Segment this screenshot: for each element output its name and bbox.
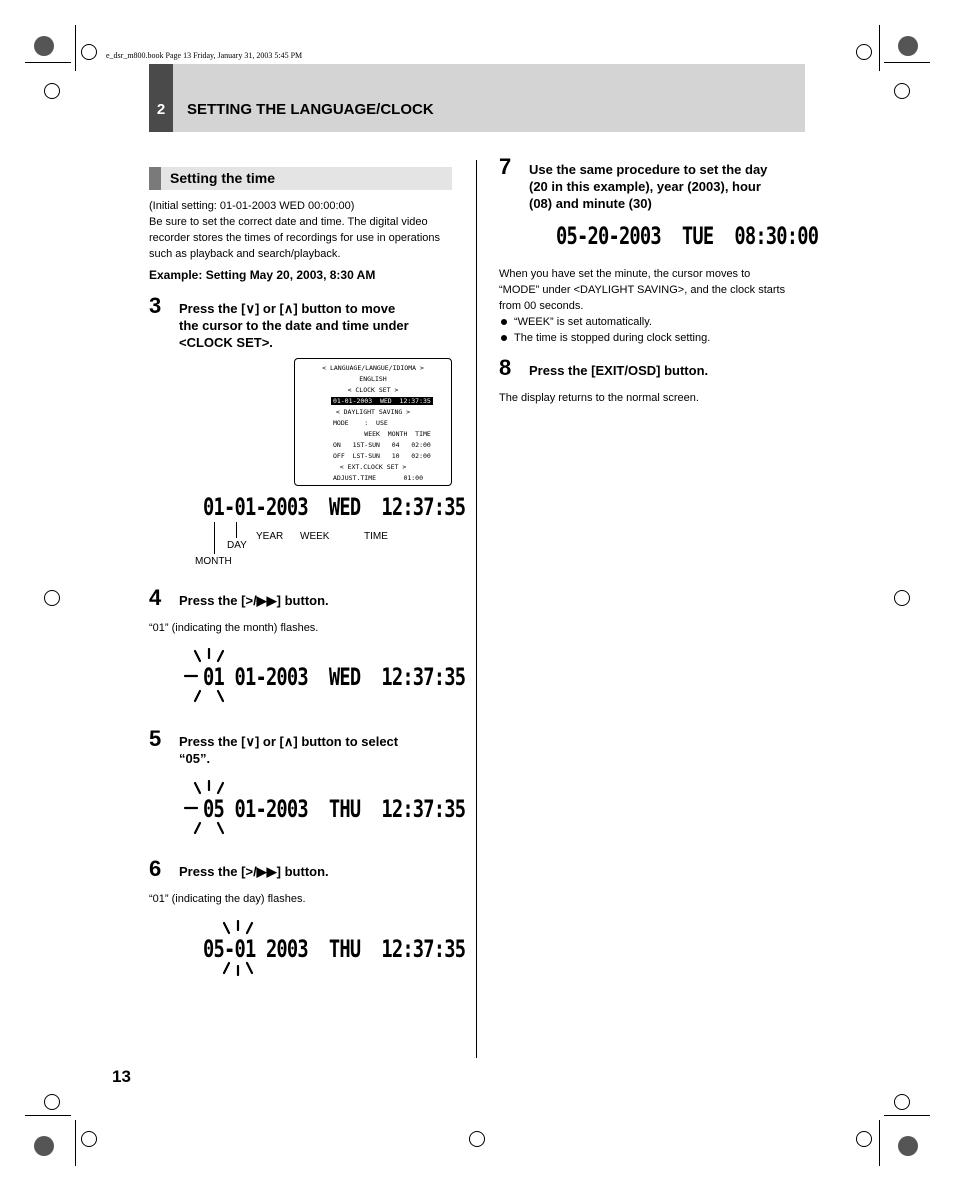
crosshair-icon: [894, 590, 910, 606]
crosshair-icon: [469, 1131, 485, 1147]
page-number: 13: [112, 1067, 131, 1086]
registration-target-icon: [34, 36, 54, 56]
osd-line: ON 1ST-SUN 04 02:00: [333, 441, 431, 449]
step-8-text: Press the [EXIT/OSD] button.: [529, 363, 709, 378]
crosshair-icon: [856, 44, 872, 60]
step-4-text: Press the [>/▶▶] button.: [179, 593, 329, 608]
clock-display: 01-01-2003 WED 12:37:35: [203, 493, 466, 521]
bullet-icon: [501, 335, 507, 341]
header-band: [149, 64, 805, 132]
step-5-number: 5: [149, 726, 162, 751]
clock-display-step-7: 05-20-2003 TUE 08:30:00: [556, 222, 819, 250]
intro-initial: (Initial setting: 01-01-2003 WED 00:00:00): [149, 200, 355, 212]
step-3-number: 3: [149, 293, 162, 318]
column-divider: [476, 160, 477, 1058]
osd-line: ENGLISH: [359, 375, 387, 383]
bullet-stopped: The time is stopped during clock setting.: [514, 332, 711, 344]
crosshair-icon: [44, 590, 60, 606]
section-title: Setting the time: [170, 170, 276, 186]
step-6-number: 6: [149, 856, 162, 881]
step-4-note: “01” (indicating the month) flashes.: [149, 622, 319, 634]
chapter-title: SETTING THE LANGUAGE/CLOCK: [187, 101, 434, 118]
osd-line: ADJUST.TIME 01:00: [333, 474, 424, 482]
osd-line: < EXT.CLOCK SET >: [339, 463, 407, 471]
step-8-note: The display returns to the normal screen.: [499, 392, 699, 404]
osd-highlighted-line: 01-01-2003 WED 12:37:35: [333, 397, 431, 405]
step-7-number: 7: [499, 154, 512, 179]
step-3-line-1: Press the [∨] or [∧] button to move: [179, 301, 396, 316]
osd-line: < DAYLIGHT SAVING >: [335, 408, 411, 416]
clock-display-step-6: 05-01 2003 THU 12:37:35: [203, 935, 466, 963]
bullet-icon: [501, 319, 507, 325]
label-time: TIME: [364, 531, 388, 542]
step-3-line-2: the cursor to the date and time under: [179, 318, 409, 333]
step-5-line-1: Press the [∨] or [∧] button to select: [179, 734, 399, 749]
bullet-week: “WEEK” is set automatically.: [514, 316, 652, 328]
clock-display-step-5: 05 01-2003 THU 12:37:35: [203, 795, 466, 823]
osd-line: < LANGUAGE/LANGUE/IDIOMA >: [322, 364, 424, 372]
label-month: MONTH: [195, 556, 232, 567]
registration-target-icon: [34, 1136, 54, 1156]
example-heading: Example: Setting May 20, 2003, 8:30 AM: [149, 268, 376, 282]
crosshair-icon: [44, 83, 60, 99]
crosshair-icon: [44, 1094, 60, 1110]
intro-line-3: such as playback and search/playback.: [149, 248, 341, 260]
step-7-line-1: Use the same procedure to set the day: [529, 162, 768, 177]
osd-line: MODE : USE: [333, 419, 388, 427]
crosshair-icon: [81, 1131, 97, 1147]
after-step-7-line-3: from 00 seconds.: [499, 300, 584, 312]
chapter-number: 2: [156, 101, 166, 118]
step-7-line-3: (08) and minute (30): [529, 196, 652, 211]
label-year: YEAR: [256, 531, 284, 542]
label-week: WEEK: [300, 531, 330, 542]
section-heading-bar: [149, 167, 161, 190]
step-6-note: “01” (indicating the day) flashes.: [149, 893, 306, 905]
osd-line: OFF LST-SUN 10 02:00: [333, 452, 431, 460]
intro-line-1: Be sure to set the correct date and time. The digital video: [149, 216, 428, 228]
step-4-number: 4: [149, 585, 162, 610]
osd-line: WEEK MONTH TIME: [333, 430, 431, 438]
crosshair-icon: [894, 1094, 910, 1110]
intro-line-2: recorder stores the times of recordings for use in operations: [149, 232, 441, 244]
step-7-line-2: (20 in this example), year (2003), hour: [529, 179, 761, 194]
after-step-7-line-2: “MODE” under <DAYLIGHT SAVING>, and the clock starts: [499, 284, 786, 296]
after-step-7-line-1: When you have set the minute, the cursor moves to: [499, 268, 751, 280]
label-day: DAY: [227, 540, 247, 551]
step-6-text: Press the [>/▶▶] button.: [179, 864, 329, 879]
step-5-line-2: “05”.: [179, 751, 211, 766]
print-info: e_dsr_m800.book Page 13 Friday, January 31, 2003 5:45 PM: [106, 51, 303, 60]
registration-target-icon: [898, 1136, 918, 1156]
crosshair-icon: [894, 83, 910, 99]
clock-display-step-4: 01 01-2003 WED 12:37:35: [203, 663, 466, 691]
registration-target-icon: [898, 36, 918, 56]
chapter-box: [149, 64, 173, 132]
crosshair-icon: [81, 44, 97, 60]
osd-menu-screen: [294, 358, 452, 486]
step-3-line-3: <CLOCK SET>.: [179, 335, 273, 350]
osd-line: < CLOCK SET >: [347, 386, 399, 394]
crosshair-icon: [856, 1131, 872, 1147]
step-8-number: 8: [499, 355, 512, 380]
